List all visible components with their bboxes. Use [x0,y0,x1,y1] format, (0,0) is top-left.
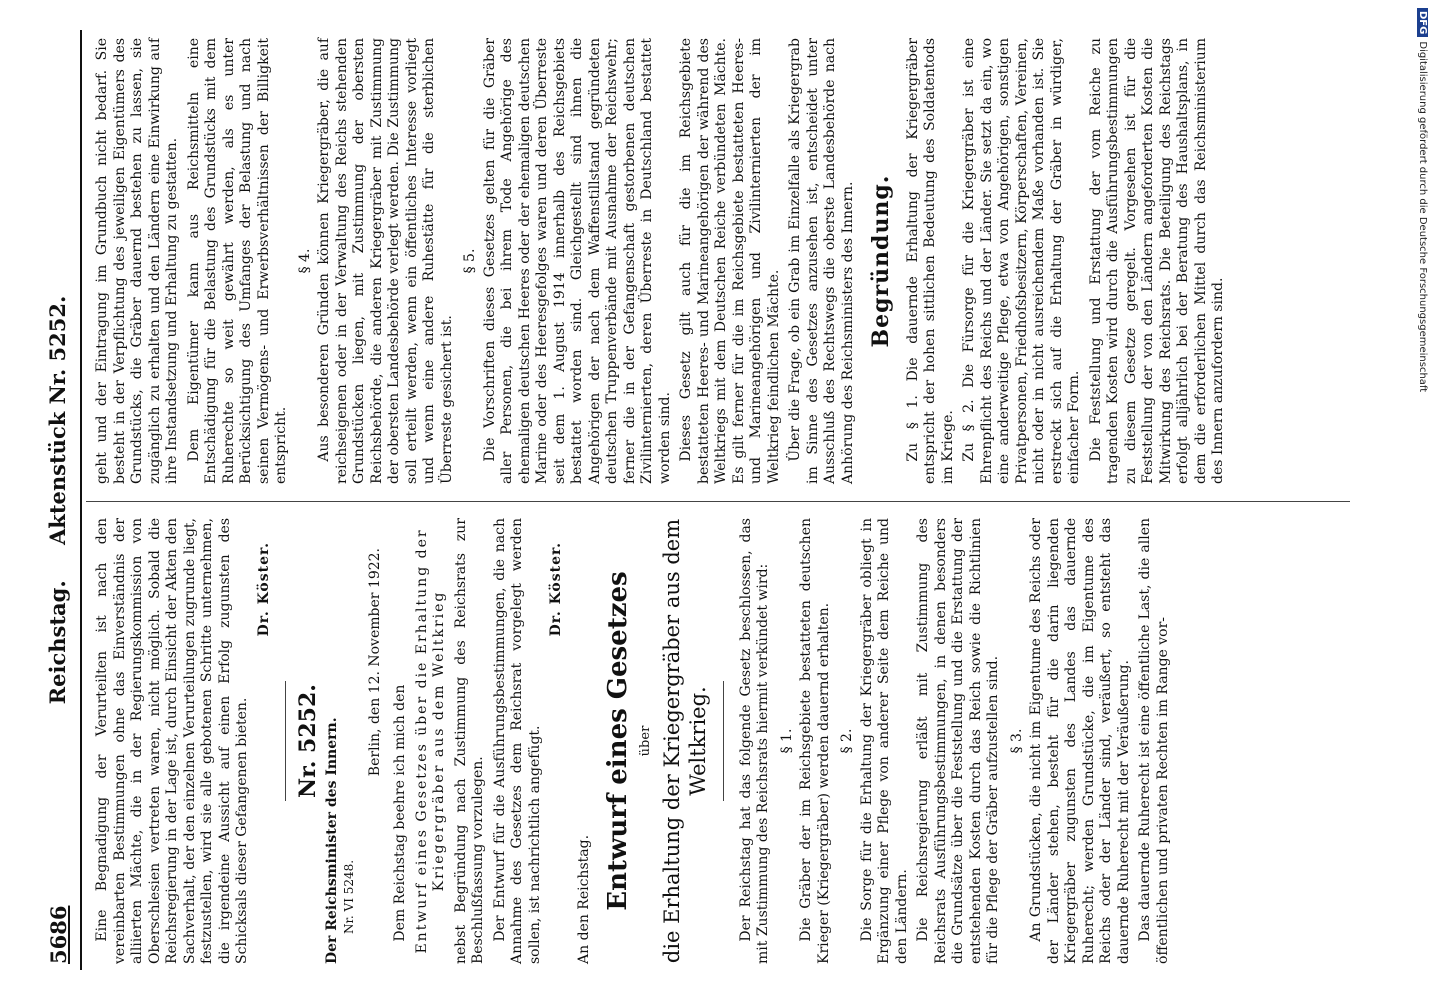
enactment-clause: Der Reichstag hat das folgende Gesetz beschlossen, das mit Zustimmung des Reichsrats hiermit verkündet wird: [737,518,771,964]
section-4-text: Aus besonderen Gründen können Kriegergräber, die auf reichseigenen oder in der Verwaltung des Reichs stehenden Grundstücken liegen, mit Zustimmung der obersten Reichsbehörde, die anderen Kriegergräber mit Zustimmung der obersten Landesbehörde verlegt werden. Die Zustimmung soll erteilt werden, wenn ein öffentliches Interesse vorliegt und wenn eine andere Ruhestätte für die sterblichen Überreste gesichert ist. [316,38,455,484]
sender: Der Reichsminister des Innern. [323,717,340,964]
signature-text: Dr. Köster. [255,542,272,637]
begruendung-3: Die Feststellung und Erstattung der vom Reiche zu tragenden Kosten wird durch die Ausführungsbestimmungen zu diesem Gesetze geregelt. Vorgesehen ist für die Feststellung der von den Ländern angeforderten Kosten die Mitwirkung des Reichsrats. Die Beteiligung des Reichstags erfolgt alljährlich bei der Beratung des Haushaltsplans, in dem die erforderlichen Mittel durch das Reichsministerium des Innern anzufordern sind. [1087,38,1226,484]
bill-title: Entwurf eines Gesetzes [603,571,633,911]
signature-koester-2 [548,542,566,964]
begruendung-1: Zu § 1. Die dauernde Erhaltung der Kriegergräber entspricht der hohen sittlichen Bedeutung des Soldatentods im Kriege. [904,38,956,484]
separator-rule [723,681,724,801]
addressee: An den Reichstag. [575,834,592,964]
section-1-heading: § 1. [778,728,795,754]
bill-ueber: über [638,725,653,757]
letter-intro: Dem Reichstag beehre ich mich den [392,684,408,942]
running-head-right: Aktenstück Nr. 5252. [45,295,70,546]
begruendung-heading: Begründung. [868,174,894,348]
section-3-text: An Grundstücken, die nicht im Eigentume des Reichs oder der Länder stehen, besteht für die darin liegenden Kriegergräber zugunsten des Landes das dauernde Ruherecht; werden Grundstücke, die im Eigentume des Reichs oder der Länder sind, veräußert, so entsteht das dauernde Ruherecht mit der Veräußerung. [1028,518,1132,964]
separator-rule [285,681,286,801]
running-head [45,30,71,970]
section-5-text-3: Über die Frage, ob ein Grab im Einzelfalle als Kriegergrab im Sinne des Gesetzes anzusehen ist, entscheidet unter Ausschluß des Rechtswegs die oberste Landesbehörde nach Anhörung des Reichsministers des Innern. [787,38,856,484]
section-2-heading: § 2. [839,728,855,754]
letter-body-2: Der Entwurf für die Ausführungsbestimmungen, die nach Annahme des Gesetzes dem Reichsrat vorgelegt werden sollen, ist nachrichtlich angefügt. [491,518,543,964]
section-4-heading: § 4. [296,248,313,274]
section-5-text-2: Dieses Gesetz gilt auch für die im Reichsgebiete bestatteten Heeres- und Marineangehörigen der während des Weltkriegs mit dem Deutschen Reiche verbündeten Mächte. Es gilt ferner für die im Reichsgebiete bestatteten Heeres- und Marineangehörigen und Zivilinternierten der im Weltkrieg feindlichen Mächte. [678,38,782,484]
section-5-text: Die Vorschriften dieses Gesetzes gelten für die Gräber aller Personen, die bei ihrem Tode Angehörige des ehemaligen deutschen Heeres oder der ehemaligen deutschen Marine oder des Heeresgefolges waren und deren Überreste seit dem 1. August 1914 innerhalb des Reichsgebiets bestattet worden sind. Gleichgestellt sind ihnen die Angehörigen der nach dem Waffenstillstand gegründeten deutschen Truppenverbände mit Ausnahme der Reichswehr; ferner die in der Gefangenschaft gestorbenen deutschen Zivilinternierten, deren Überreste in Deutschland bestattet worden sind. [481,38,673,484]
dfg-logo: DFG [1417,8,1428,37]
column-divider [86,501,1350,502]
signature-koester-1 [256,542,274,964]
page-number: 5686 [46,905,71,964]
letter-body: nebst Begründung nach Zustimmung des Reichsrats zur Beschlußfassung vorzulegen. [452,518,486,964]
left-column [94,518,1176,964]
reference-number: Nr. VI 5248. [342,859,356,934]
signature-text: Dr. Köster. [548,542,564,637]
running-head-left: Reichstag. [45,580,70,705]
letter-date: Berlin, den 12. November 1922. [366,548,383,777]
begruendung-2: Zu § 2. Die Fürsorge für die Kriegergräber ist eine Ehrenpflicht des Reichs und der Länder. Sie setzt da ein, wo eine anderweitige Pflege, etwa von Angehörigen, sonstigen Privatpersonen, Friedhofsbesitzern, Körperschaften, Vereinen, nicht oder in nicht ausreichendem Maße vorhanden ist. Sie erstreckt sich auf die Erhaltung der Gräber in würdiger, einfacher Form. [961,38,1082,484]
document-page [40,30,1360,970]
digitization-credit [1414,8,1428,998]
section-2-text: Die Sorge für die Erhaltung der Kriegergräber obliegt in Ergänzung einer Pflege von anderer Seite dem Reiche und den Ländern. [858,518,910,964]
continued-paragraph-2: Dem Eigentümer kann aus Reichsmitteln eine Entschädigung für die Belastung des Grundstücks mit dem Ruherechte so weit gewährt werden, als es unter Berücksichtigung des Umfanges der Belastung und nach seinen Vermögens- und Erwerbsverhältnissen der Billigkeit entspricht. [185,38,289,484]
right-column [94,38,1232,484]
section-3-heading: § 3. [1008,728,1025,754]
section-3-text-2: Das dauernde Ruherecht ist eine öffentliche Last, die allen öffentlichen und privaten Rechten im Range vor- [1137,518,1171,964]
credit-text-line [1417,8,1428,998]
section-5-heading: § 5. [462,248,478,274]
section-2-text-2: Die Reichsregierung erläßt mit Zustimmung des Reichsrats Ausführungsbestimmungen, in denen besonders die Grundsätze über die Feststellung und die Erstattung der entstehenden Kosten durch das Reich sowie die Richtlinien für die Pflege der Gräber aufzustellen sind. [915,518,1001,964]
continued-paragraph: geht und der Eintragung im Grundbuch nicht bedarf. Sie besteht in der Verpflichtung des jeweiligen Eigentümers des Grundstücks, die Gräber dauernd bestehen zu lassen, sie zugänglich zu erhalten und den Ländern eine Einwirkung auf ihre Instandsetzung und Erhaltung zu gestatten. [94,38,180,484]
letter-bill-title: Entwurf eines Gesetzes über die Erhaltung der Kriegergräber aus dem Weltkrieg [413,528,447,954]
document-number: Nr. 5252. [295,684,321,798]
page-header [40,30,82,970]
bill-subtitle: die Erhaltung der Kriegergräber aus dem Weltkrieg. [659,518,710,964]
section-1-text: Die Gräber der im Reichsgebiete bestatteten deutschen Krieger (Kriegergräber) werden dauernd erhalten. [798,518,832,964]
credit-text: Digitalisierung gefördert durch die Deutsche Forschungsgemeinschaft [1417,41,1428,393]
intro-paragraph: Eine Begnadigung der Verurteilten ist nach den vereinbarten Bestimmungen ohne das Einverständnis der alliierten Mächte, die in der Regierungskommission von Oberschlesien vertreten waren, nicht möglich. Sobald die Reichsregierung in der Lage ist, durch Einsicht der Akten den Sachverhalt, der den einzelnen Verurteilungen zugrunde liegt, festzustellen, wird sie alle gebotenen Schritte unternehmen, die irgendeine Aussicht auf einen Erfolg zugunsten des Schicksals dieser Gefangenen bieten. [94,518,250,964]
